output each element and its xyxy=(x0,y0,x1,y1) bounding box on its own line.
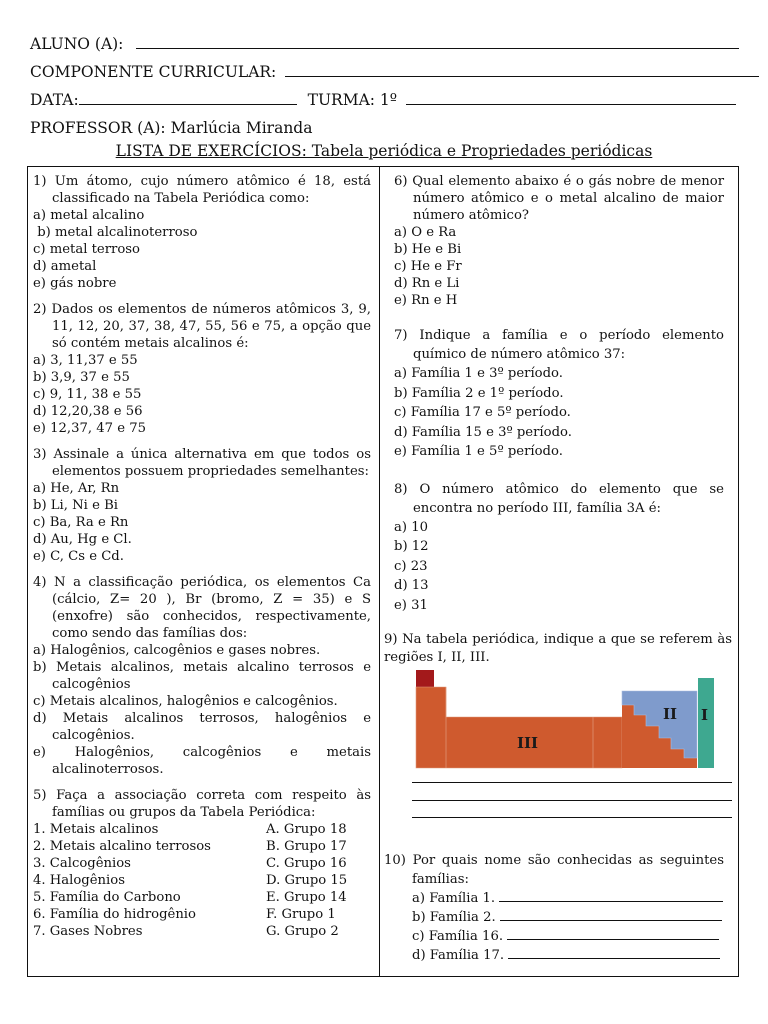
data-turma-line xyxy=(30,90,736,110)
q3-option-b: b) Li, Ni e Bi xyxy=(33,498,118,513)
q2-option-b: b) 3,9, 37 e 55 xyxy=(33,370,130,385)
top-left-element xyxy=(416,670,434,687)
q2-option-d: d) 12,20,38 e 56 xyxy=(33,404,143,419)
association-row xyxy=(33,889,371,906)
q4-option-a: a) Halogênios, calcogênios e gases nobres. xyxy=(33,643,321,658)
turma-field[interactable] xyxy=(406,90,736,105)
q6-option-c: c) He e Fr xyxy=(394,259,462,274)
q4-option-c: c) Metais alcalinos, halogênios e calcogênios. xyxy=(33,694,338,709)
association-row xyxy=(33,923,371,940)
question-4: 4) N a classificação periódica, os elementos Ca (cálcio, Z= 20 ), Br (bromo, Z = 35) e S (enxofre) são conhecidos, respectivamente, como sendo das famílias dos: xyxy=(33,575,371,641)
question-2: 2) Dados os elementos de números atômicos 3, 9, 11, 12, 20, 37, 38, 47, 55, 56 e 75, a opção que só contém metais alcalinos é: xyxy=(33,302,371,351)
q2-option-a: a) 3, 11,37 e 55 xyxy=(33,353,138,368)
q4-option-e: e) Halogênios, calcogênios e metais alcalinoterrosos. xyxy=(33,745,371,777)
q10-item-b: b) Família 2. xyxy=(384,908,724,927)
column-divider xyxy=(379,166,380,977)
periodic-table-diagram xyxy=(414,670,718,772)
assoc-right-item: D. Grupo 15 xyxy=(266,873,348,888)
question-10: 10) Por quais nome são conhecidas as seguintes famílias: xyxy=(384,853,724,887)
assoc-right-item: A. Grupo 18 xyxy=(266,822,347,837)
question-5: 5) Faça a associação correta com respeito às famílias ou grupos da Tabela Periódica: xyxy=(33,788,371,820)
q1-option-e: e) gás nobre xyxy=(33,276,117,291)
q7-option-a: a) Família 1 e 3º período. xyxy=(394,366,563,381)
question-7: 7) Indique a família e o período elemento químico de número atômico 37: xyxy=(394,328,724,362)
q7-option-c: c) Família 17 e 5º período. xyxy=(394,405,571,420)
association-row xyxy=(33,838,371,855)
association-row xyxy=(33,821,371,838)
q8-option-c: c) 23 xyxy=(394,558,428,574)
question-1: 1) Um átomo, cujo número atômico é 18, está classificado na Tabela Periódica como: xyxy=(33,174,371,206)
q1-option-d: d) ametal xyxy=(33,259,97,274)
q3-option-a: a) He, Ar, Rn xyxy=(33,481,120,496)
q10-item-c: c) Família 16. xyxy=(384,927,724,946)
q10-answer-c[interactable] xyxy=(507,927,719,940)
question-10-block xyxy=(384,851,724,965)
assoc-left-item: 1. Metais alcalinos xyxy=(33,822,159,837)
question-3: 3) Assinale a única alternativa em que todos os elementos possuem propriedades semelhantes: xyxy=(33,447,371,479)
q3-option-c: c) Ba, Ra e Rn xyxy=(33,515,129,530)
data-label: DATA: xyxy=(30,91,79,109)
q1-option-b: b) metal alcalinoterroso xyxy=(33,225,198,240)
q7-option-d: d) Família 15 e 3º período. xyxy=(394,424,572,440)
q1-option-c: c) metal terroso xyxy=(33,242,140,257)
assoc-left-item: 7. Gases Nobres xyxy=(33,924,143,939)
q6-option-a: a) O e Ra xyxy=(394,225,457,240)
q10-item-d: d) Família 17. xyxy=(384,946,724,965)
aluno-label: ALUNO (A): xyxy=(30,35,124,53)
aluno-line xyxy=(30,34,739,54)
assoc-left-item: 5. Família do Carbono xyxy=(33,890,181,905)
q10-answer-a[interactable] xyxy=(499,889,723,902)
assoc-right-item: B. Grupo 17 xyxy=(266,839,347,854)
left-column xyxy=(33,173,371,940)
q9-answer-line-3[interactable] xyxy=(412,817,732,818)
aluno-field[interactable] xyxy=(136,34,739,49)
q9-answer-line-2[interactable] xyxy=(412,800,732,801)
q9-answer-line-1[interactable] xyxy=(412,782,732,783)
q8-option-e: e) 31 xyxy=(394,597,428,613)
assoc-right-item: E. Grupo 14 xyxy=(266,890,347,905)
q2-option-e: e) 12,37, 47 e 75 xyxy=(33,421,147,436)
q10-answer-b[interactable] xyxy=(500,908,722,921)
professor-line: PROFESSOR (A): Marlúcia Miranda xyxy=(30,119,313,137)
componente-field[interactable] xyxy=(285,62,759,77)
q8-option-b: b) 12 xyxy=(394,539,429,554)
q10-answer-d[interactable] xyxy=(508,946,720,959)
q6-option-e: e) Rn e H xyxy=(394,293,458,308)
q4-option-d: d) Metais alcalinos terrosos, halogênios e calcogênios. xyxy=(33,711,371,743)
q7-option-e: e) Família 1 e 5º período. xyxy=(394,444,563,459)
q8-option-a: a) 10 xyxy=(394,519,428,535)
componente-line xyxy=(30,62,759,82)
region-label-iii: III xyxy=(517,734,539,752)
question-8: 8) O número atômico do elemento que se encontra no período III, família 3A é: xyxy=(394,481,724,516)
q2-option-c: c) 9, 11, 38 e 55 xyxy=(33,387,142,402)
question-9-block xyxy=(384,631,732,667)
turma-label: TURMA: 1º xyxy=(307,91,398,109)
assoc-left-item: 3. Calcogênios xyxy=(33,856,131,871)
assoc-right-item: C. Grupo 16 xyxy=(266,856,347,871)
q3-option-d: d) Au, Hg e Cl. xyxy=(33,532,132,547)
association-row xyxy=(33,906,371,923)
q4-option-b: b) Metais alcalinos, metais alcalino terrosos e calcogênios xyxy=(33,660,371,692)
q7-option-b: b) Família 2 e 1º período. xyxy=(394,385,564,401)
region-label-ii: II xyxy=(663,705,678,723)
q3-option-e: e) C, Cs e Cd. xyxy=(33,549,124,564)
page-title: LISTA DE EXERCÍCIOS: Tabela periódica e Propriedades periódicas xyxy=(115,142,653,160)
question-6: 6) Qual elemento abaixo é o gás nobre de menor número atômico e o metal alcalino de maior número atômico? xyxy=(394,174,724,223)
componente-label: COMPONENTE CURRICULAR: xyxy=(30,63,277,81)
association-row xyxy=(33,872,371,889)
assoc-left-item: 4. Halogênios xyxy=(33,873,125,888)
q1-option-a: a) metal alcalino xyxy=(33,208,145,223)
q6-option-b: b) He e Bi xyxy=(394,242,462,257)
right-column xyxy=(394,173,724,615)
region-iii xyxy=(416,687,622,768)
data-field[interactable] xyxy=(79,90,297,105)
association-row xyxy=(33,855,371,872)
q8-option-d: d) 13 xyxy=(394,578,429,593)
region-label-i: I xyxy=(701,706,709,724)
q10-item-a: a) Família 1. xyxy=(384,889,724,908)
question-9: 9) Na tabela periódica, indique a que se referem às regiões I, II, III. xyxy=(384,632,732,665)
q6-option-d: d) Rn e Li xyxy=(394,276,460,291)
assoc-left-item: 6. Família do hidrogênio xyxy=(33,907,196,922)
assoc-right-item: G. Grupo 2 xyxy=(266,924,339,939)
assoc-right-item: F. Grupo 1 xyxy=(266,907,336,922)
assoc-left-item: 2. Metais alcalino terrosos xyxy=(33,839,211,854)
